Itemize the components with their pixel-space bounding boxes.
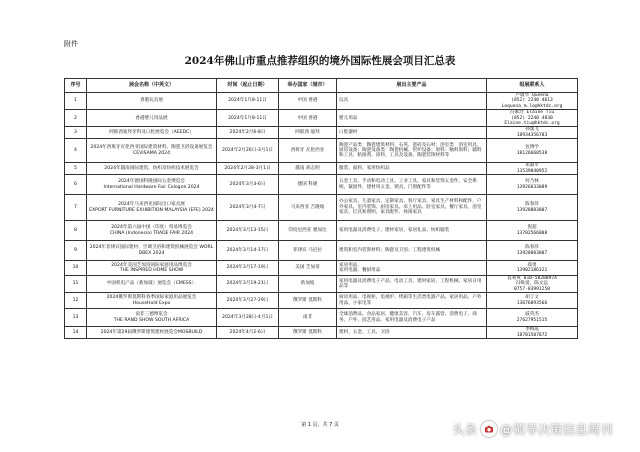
- cell-exhibition-name: 香港婴儿用品展: [87, 110, 217, 127]
- cell-location: 中国 香港: [279, 110, 337, 127]
- cell-date: 2024年3月13-15日: [217, 221, 279, 241]
- cell-location: 俄罗斯 莫斯科: [279, 327, 337, 339]
- cell-date: 2024年2月26日-3月1日: [217, 139, 279, 163]
- cell-contact: 郑勇 13902186321: [487, 261, 578, 276]
- cell-number: 11: [65, 276, 87, 293]
- cell-number: 10: [65, 261, 87, 276]
- watermark-handle: @领导决策信息周刊: [500, 422, 613, 437]
- camera-logo-icon: [481, 421, 497, 437]
- cell-contact: 李梅霞 18701507872: [487, 327, 578, 339]
- table-row: [65, 309, 578, 327]
- cell-number: 3: [65, 127, 87, 139]
- cell-date: 2024年3月17-19日: [217, 261, 279, 276]
- table-row: [65, 195, 578, 221]
- cell-products: 家用电器及消费电子、建材家居、家居礼品、纺织服装: [337, 221, 487, 241]
- cell-date: 2024年4月2-6日: [217, 327, 279, 339]
- cell-products: 口腔器材: [337, 127, 487, 139]
- cell-exhibition-name: 2024年马来西亚国际出口家具展 EXPORT FURNITURE EXHIBITION MALAYSIA (EFE) 2024: [87, 195, 217, 221]
- cell-exhibition-name: 2024年美国芝加哥国际家庭用品博览会 THE INSPIRED HOME SHOW: [87, 261, 217, 276]
- cell-exhibition-name: 2024年第29届俄罗斯建筑建材展览会MOSBUILD: [87, 327, 217, 339]
- cell-location: 俄罗斯 莫斯科: [279, 293, 337, 309]
- cell-location: 中国 香港: [279, 93, 337, 110]
- cell-date: 2024年1月8-11日: [217, 110, 279, 127]
- cell-date: 2024年1月8-11日: [217, 93, 279, 110]
- cell-products: 办公家具、儿童家具、定制家具、客厅家具、家具生产材料和配件、户外家具、室内装饰、厨房家具、床上用品、卧室家具、餐厅家具、浴室家具、灯具和照明、家具配件、休闲家具: [337, 195, 487, 221]
- table-row: [65, 175, 578, 195]
- cell-contact: 袁爽爽 010-58280974 冯唯爱，陈文远 0757-83991250: [487, 276, 578, 293]
- table-row: [65, 127, 578, 139]
- column-header-contact: 组展联系人: [487, 79, 578, 93]
- page-number: 第 1 页，共 7 页: [301, 422, 339, 428]
- cell-number: 8: [65, 221, 87, 241]
- cell-location: 印度尼西亚 雅加达: [279, 221, 337, 241]
- cell-exhibition-name: 香港玩具展: [87, 93, 217, 110]
- cell-contact: 孙逸飞 18934356783: [487, 127, 578, 139]
- table-row: [65, 276, 578, 293]
- cell-contact: 朱毅苹 13539040952: [487, 163, 578, 175]
- cell-exhibition-name: 中国机电产品（新加坡）展览会（CMESS）: [87, 276, 217, 293]
- cell-exhibition-name: 2024年第六届中国（印度）贸易博览会 CHINA (Indonesia) TRADE FAIR 2024: [87, 221, 217, 241]
- cell-exhibition-name: 2024年菲律宾国际建材、空调卫浴和建筑机械展览会 WORLDBEX 2024: [87, 241, 217, 261]
- cell-number: 1: [65, 93, 87, 110]
- cell-date: 2024年3月27-29日: [217, 293, 279, 309]
- column-header-no: 序号: [65, 79, 87, 93]
- cell-number: 4: [65, 139, 87, 163]
- cell-exhibition-name: 2024年德国科隆国际五金博览会 International Hardware Fair Cologne 2024: [87, 175, 217, 195]
- table-row: [65, 241, 578, 261]
- cell-exhibition-name: 2024俄罗斯莫斯科春季国际家庭用品展览会 HouseHold Expo: [87, 293, 217, 309]
- table-row: [65, 221, 578, 241]
- table-header-row: [65, 79, 578, 93]
- cell-date: 2024年2月6-8日: [217, 127, 279, 139]
- cell-products: 陶瓷产品类：陶瓷建筑材料、石英、瓷砖及石材；浴室类：浴室用具、厨房设备；陶瓷设备类：陶瓷机械、窑炉设备；原料：釉料原料；辅料和工具：粘接剂、涂料、工具及设备、陶瓷装饰材料等: [337, 139, 487, 163]
- cell-products: 建筑和室内装饰材料；陶瓷及卫浴；工程建筑机械: [337, 241, 487, 261]
- cell-products: 家居用品、 家用电器、餐厨用品: [337, 261, 487, 276]
- cell-date: 2024年3月4-7日: [217, 195, 279, 221]
- table-row: [65, 163, 578, 175]
- table-row: [65, 93, 578, 110]
- cell-contact: 陈春萍 13928803007: [487, 241, 578, 261]
- cell-contact: 包博学 18126660538: [487, 139, 578, 163]
- cell-location: 西班牙 瓦伦西亚: [279, 139, 337, 163]
- cell-location: 德国 科隆: [279, 175, 337, 195]
- cell-products: 玩具: [337, 93, 487, 110]
- cell-contact: 何乃林 13926633089: [487, 175, 578, 195]
- table-row: [65, 327, 578, 339]
- cell-location: 阿联酋 迪拜: [279, 127, 337, 139]
- table-body: [65, 93, 578, 339]
- cell-number: 2: [65, 110, 87, 127]
- cell-number: 12: [65, 293, 87, 309]
- watermark: [452, 420, 613, 438]
- cell-number: 5: [65, 163, 87, 175]
- attachment-label: 附件: [64, 40, 78, 48]
- cell-products: 婴儿用品: [337, 110, 487, 127]
- cell-exhibition-name: 南非三德博览会 THE RAND SHOW SOUTH AFRICA: [87, 309, 217, 327]
- cell-contact: 卢敏华 Queena (852) 2240 4613 Loquena_m.lo@hktdc.org: [487, 93, 578, 110]
- cell-contact: 戚英杰 27627951515: [487, 309, 578, 327]
- cell-number: 13: [65, 309, 87, 327]
- table-row: [65, 261, 578, 276]
- cell-number: 14: [65, 327, 87, 339]
- cell-exhibition-name: 2024年越南国际建筑、纺织及纺织技术展览会: [87, 163, 217, 175]
- cell-products: 全球消费品、食品家居、健康美容、汽车、房车露营、消费电子、商务、户外、园艺用品、家用电器及消费电子产品: [337, 309, 487, 327]
- cell-location: 马来西亚 吉隆坡: [279, 195, 337, 221]
- cell-number: 9: [65, 241, 87, 261]
- column-header-name: 展会名称（中英文）: [87, 79, 217, 93]
- cell-date: 2024年3月3-6日: [217, 175, 279, 195]
- cell-exhibition-name: 阿联酋迪拜牙科及口腔展览会（AEEDC）: [87, 127, 217, 139]
- cell-location: 南非: [279, 309, 337, 327]
- cell-location: 美国 芝加哥: [279, 261, 337, 276]
- cell-products: 家用电器及消费电子产品、电动工具、建材家居、工程机械、家居日用品等: [337, 276, 487, 293]
- cell-location: 新加坡: [279, 276, 337, 293]
- cell-date: 2024年3月28日-4月1日: [217, 309, 279, 327]
- cell-date: 2024年3月14-17日: [217, 241, 279, 261]
- cell-contact: 陈春萍 13928803007: [487, 195, 578, 221]
- exhibition-table: [64, 78, 578, 339]
- cell-products: 服装、面料、家用纺织品: [337, 163, 487, 175]
- column-header-products: 展出主要产品: [337, 79, 487, 93]
- cell-exhibition-name: 2024年西班牙瓦伦西亚国际建筑材料、陶瓷卫浴设备展览会 CEVISAMA 2024: [87, 139, 217, 163]
- cell-contact: 冯素玲 Elaine Tiu (852) 2240 4830 Elaine.tiu@hktdc.org: [487, 110, 578, 127]
- cell-products: 五金工具、手动和电动工具、工业工具、家具和装饰五金件、安全系统、紧固件、建材用五金、锁具、门窗配件等: [337, 175, 487, 195]
- cell-date: 2024年2月28-3月1日: [217, 163, 279, 175]
- cell-products: 建材、五金、工具、卫浴: [337, 327, 487, 339]
- cell-number: 7: [65, 195, 87, 221]
- document-title: 2024年佛山市重点推荐组织的境外国际性展会项目汇总表: [184, 55, 456, 67]
- column-header-date: 时间（起止日期）: [217, 79, 279, 93]
- cell-number: 6: [65, 175, 87, 195]
- cell-date: 2024年3月19-21日: [217, 276, 279, 293]
- cell-contact: 倪超 13702566088: [487, 221, 578, 241]
- table-row: [65, 110, 578, 127]
- cell-location: 越南 胡志明: [279, 163, 337, 175]
- column-header-location: 举办国家（城市）: [279, 79, 337, 93]
- table-row: [65, 139, 578, 163]
- watermark-prefix: 头条: [452, 422, 478, 437]
- table-row: [65, 293, 578, 309]
- cell-contact: 胡丁文 13676093566: [487, 293, 578, 309]
- cell-location: 菲律宾 马尼拉: [279, 241, 337, 261]
- cell-products: 厨房用品、电视柜、电视炉、烤箱等生活类电器产品、家居用品、户外用品、小家电等: [337, 293, 487, 309]
